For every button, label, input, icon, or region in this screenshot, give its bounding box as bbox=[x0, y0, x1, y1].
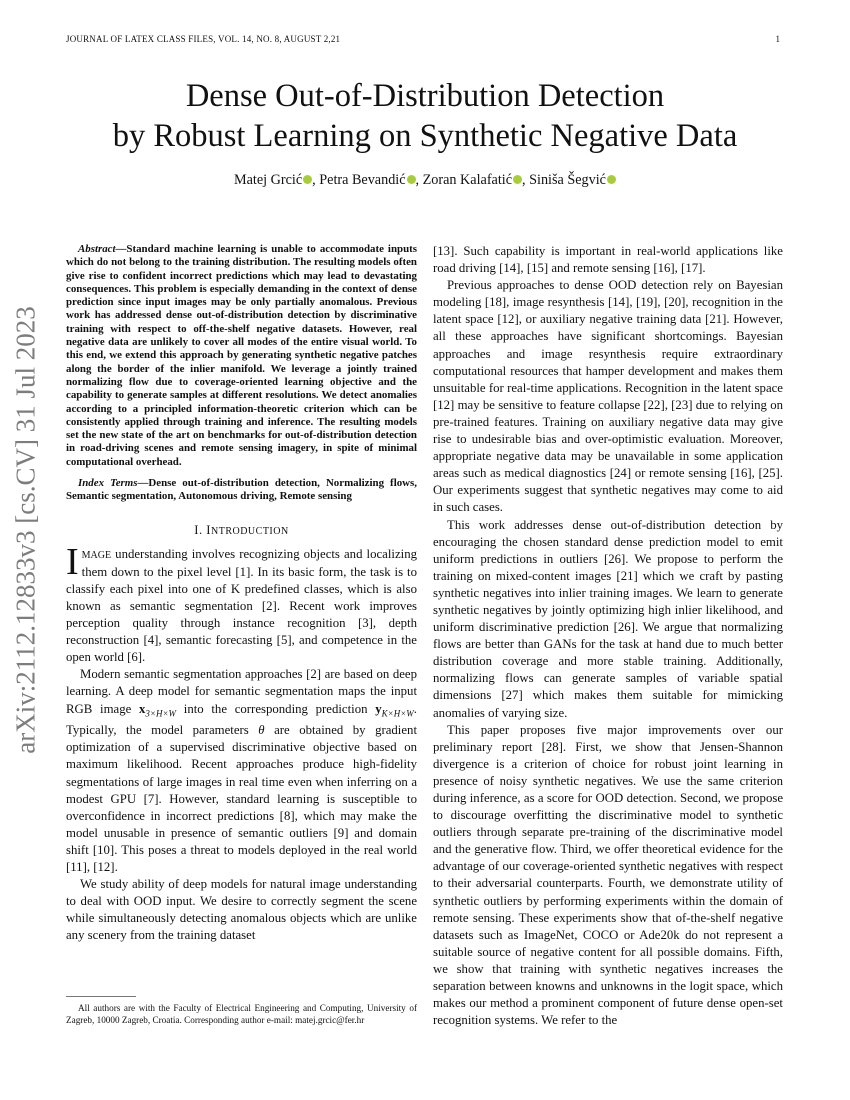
author bbox=[423, 172, 522, 188]
abstract-text: —Standard machine learning is unable to accommodate inputs which do not belong to the training distribution. The resulting models often give rise to confident incorrect predictions which may lead to devastating consequences. This problem is especially demanding in the context of dense prediction since input images may be only partially anomalous. Previous work has addressed dense out-of-distribution detection by discriminative training with respect to off-the-shelf negative datasets. However, real negative data are unlikely to cover all modes of the entire visual world. To this end, we extend this approach by generating synthetic negative patches along the border of the inlier manifold. We leverage a jointly trained normalizing flow due to coverage-oriented learning objective and the capability to generate samples at different resolutions. We detect anomalies according to a principled information-theoretic criterion which can be consistently applied through training and inference. The resulting models set the new state of the art on benchmarks for out-of-distribution detection in road-driving scenes and remote sensing imagery, in spite of minimal computational overhead. bbox=[66, 243, 417, 468]
index-terms bbox=[66, 477, 417, 504]
title-line-1: Dense Out-of-Distribution Detection bbox=[185, 78, 665, 114]
author bbox=[529, 172, 616, 188]
author-name: Siniša Šegvić bbox=[529, 172, 606, 188]
author-name: Zoran Kalafatić bbox=[422, 172, 513, 188]
right-column bbox=[433, 243, 783, 1029]
author-list: Matej Grcić , Petra Bevandić , Zoran Kalafatić , Siniša Šegvić bbox=[66, 172, 784, 189]
author bbox=[319, 172, 415, 188]
math-y-subscript: K×H×W bbox=[381, 708, 414, 719]
text-run: Modern semantic segmentation approaches [2] are based on deep learning. A deep model for semantic segmentation maps the input RGB image bbox=[66, 667, 417, 716]
author-name: Matej Grcić bbox=[234, 172, 303, 188]
section-initial: I bbox=[206, 522, 211, 537]
footnote: All authors are with the Faculty of Electrical Engineering and Computing, University of Zagreb, 10000 Zagreb, Croatia. Corresponding author e-mail: matej.grcic@fer.hr bbox=[66, 1003, 417, 1025]
drop-cap: I bbox=[66, 540, 79, 583]
section-number: I. bbox=[194, 522, 203, 537]
text-run: into the corresponding prediction bbox=[176, 701, 376, 716]
arxiv-stamp bbox=[8, 300, 44, 760]
right-paragraph-2: This work addresses dense out-of-distribution detection by encouraging the chosen standard dense prediction model to emit uniform predictions in outliers [26]. We propose to perform the training on mixed-content images [21] which we craft by pasting synthetic negatives into inlier training images. We learn to generate synthetic negatives by jointly optimizing high inlier likelihood, and uniform discriminative prediction [26]. We argue that normalizing flows are better than GANs for the task at hand due to much better distribution coverage and more stable training. Additionally, normalizing flows can generate samples of variable spatial dimensions [27] which makes them suitable for mimicking anomalies of varying size. bbox=[433, 517, 783, 720]
right-paragraph-0: [13]. Such capability is important in real-world applications like road driving [14], [15] and remote sensing [16], [17]. bbox=[433, 244, 783, 276]
right-paragraph-3: This paper proposes five major improvements over our preliminary report [28]. First, we show that Jensen-Shannon divergence is a criterion of choice for robust joint learning in presence of noisy synthetic negatives. We use the same criterion during inference, as a score for OOD detection. Second, we propose to discourage overfitting the discriminative model to synthetic outliers through separate pre-training of the discriminative model and the generative flow. Third, we offer theoretical evidence for the advantage of our coverage-oriented synthetic negatives with respect to their adversarial counterparts. Fourth, we demonstrate utility of synthetic outliers by performing experiments within the domain of remote sensing. These experiments show that of-the-shelf negative datasets such as ImageNet, COCO or Ade20k do not represent a suitable source of negative content for all possible domains. Fifth, we show that training with synthetic negatives increases the separation between knowns and unknowns in the logit space, which makes our method a prominent component of future dense open-set recognition systems. We refer to the bbox=[433, 722, 783, 1028]
page-number: 1 bbox=[775, 34, 780, 44]
section-heading-introduction bbox=[66, 522, 417, 540]
intro-paragraph-2 bbox=[66, 666, 417, 876]
abstract bbox=[66, 243, 417, 469]
orcid-icon[interactable] bbox=[513, 175, 522, 184]
math-theta: θ bbox=[258, 723, 265, 738]
footnote-rule bbox=[66, 996, 136, 997]
math-x-subscript: 3×H×W bbox=[145, 708, 177, 719]
running-head: JOURNAL OF LATEX CLASS FILES, VOL. 14, NO. 8, AUGUST 2,21 bbox=[66, 34, 341, 44]
math-x: x bbox=[139, 701, 146, 716]
index-terms-lead: Index Terms bbox=[78, 477, 138, 490]
author bbox=[234, 172, 312, 188]
intro-paragraph-1 bbox=[66, 540, 417, 667]
text-run: . Typically, the model parameters bbox=[66, 701, 417, 738]
math-y: y bbox=[375, 701, 382, 716]
intro-smallcaps: MAGE bbox=[81, 549, 112, 561]
title-line-2: by Robust Learning on Synthetic Negative Data bbox=[112, 118, 738, 154]
section-title-smallcaps: NTRODUCTION bbox=[210, 525, 289, 537]
right-paragraph-1: Previous approaches to dense OOD detection rely on Bayesian modeling [18], image resynthesis [14], [19], [20], recognition in the latent space [12], or auxiliary negative training data [21]. However, all these approaches have significant shortcomings. Bayesian approaches and image resynthesis require extraordinary computational resources that hamper development and makes them unsuitable for real-time applications. Recognition in the latent space [12] may be sensitive to feature collapse [22], [23] due to relying on pre-trained features. Training on auxiliary negative data may give rise to undesirable bias and over-optimistic evaluation. Moreover, appropriate negative data may be unavailable in some application areas such as medical diagnostics [24] or remote sensing [16], [25]. Our experiments suggest that synthetic negatives may come to aid in such cases. bbox=[433, 278, 783, 515]
abstract-lead: Abstract bbox=[78, 243, 116, 255]
paper-title bbox=[66, 76, 784, 156]
intro-paragraph-3: We study ability of deep models for natural image understanding to deal with OOD input. We desire to correctly segment the scene while simultaneously detecting anomalous objects which are unlike any scenery from the training dataset bbox=[66, 877, 417, 943]
intro-text: understanding involves recognizing objects and localizing them down to the pixel level [1]. In its basic form, the task is to classify each pixel into one of K predefined classes, which is also known as semantic segmentation [2]. Recent work improves perception quality through instance recognition [3], depth reconstruction [4], semantic forecasting [5], and competence in the open world [6]. bbox=[66, 546, 417, 665]
orcid-icon[interactable] bbox=[303, 175, 312, 184]
text-run: are obtained by gradient optimization of a supervised discriminative objective based on maximum likelihood. Recent approaches produce high-fidelity segmentations of large images in real time even when inferring on a modest GPU [7]. However, standard learning is susceptible to overconfidence in incorrect predictions [8], which may make the model unusable in presence of semantic outliers [9] and domain shift [10]. This poses a threat to models deployed in the real world [11], [12]. bbox=[66, 723, 417, 874]
arxiv-stamp-text: arXiv:2112.12833v3 [cs.CV] 31 Jul 2023 bbox=[10, 306, 41, 754]
orcid-icon[interactable] bbox=[407, 175, 416, 184]
index-terms-text: —Dense out-of-distribution detection, Normalizing flows, Semantic segmentation, Autonomous driving, Remote sensing bbox=[66, 477, 417, 503]
author-name: Petra Bevandić bbox=[319, 172, 406, 188]
left-column bbox=[66, 243, 417, 944]
orcid-icon[interactable] bbox=[607, 175, 616, 184]
